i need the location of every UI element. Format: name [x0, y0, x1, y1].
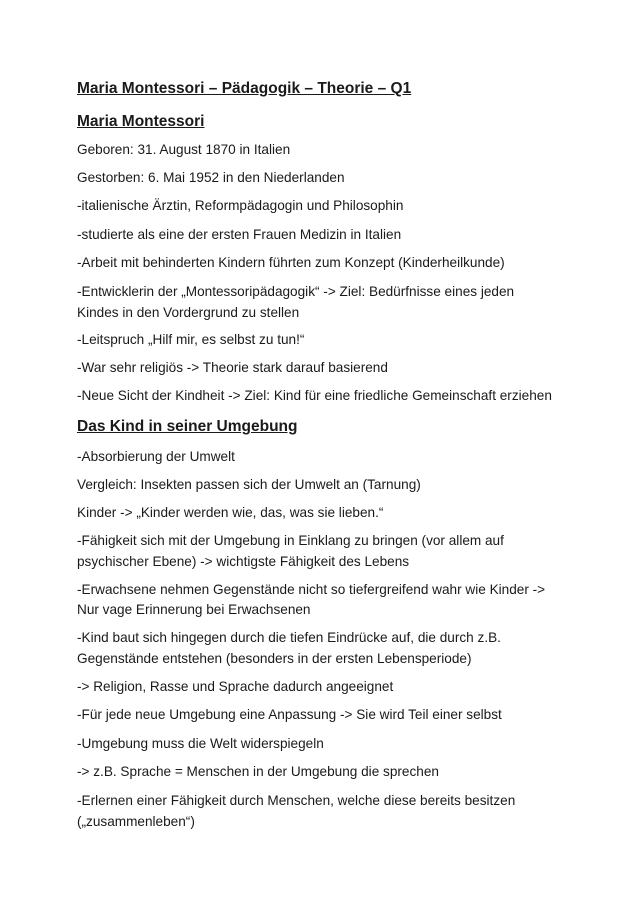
document-title: Maria Montessori – Pädagogik – Theorie – Q1 — [77, 80, 412, 97]
text-line: -Umgebung muss die Welt widerspiegeln — [77, 736, 324, 751]
text-line: Gestorben: 6. Mai 1952 in den Niederlanden — [77, 170, 345, 185]
text-line: psychischer Ebene) -> wichtigste Fähigkeit des Lebens — [77, 554, 410, 569]
text-line: -Fähigkeit sich mit der Umgebung in Einklang zu bringen (vor allem auf — [77, 533, 504, 548]
text-line: -> Religion, Rasse und Sprache dadurch angeeignet — [77, 679, 394, 694]
text-line: -Arbeit mit behinderten Kindern führten zum Konzept (Kinderheilkunde) — [77, 255, 505, 270]
text-line: -Entwicklerin der „Montessoripädagogik“ -> Ziel: Bedürfnisse eines jeden — [77, 284, 515, 299]
text-line: -Erwachsene nehmen Gegenstände nicht so tiefergreifend wahr wie Kinder -> — [77, 582, 546, 597]
text-line: Kindes in den Vordergrund zu stellen — [77, 305, 300, 320]
text-line: -Für jede neue Umgebung eine Anpassung -> Sie wird Teil einer selbst — [77, 707, 502, 722]
text-line: Vergleich: Insekten passen sich der Umwelt an (Tarnung) — [77, 477, 421, 492]
text-line: -studierte als eine der ersten Frauen Medizin in Italien — [77, 227, 402, 242]
text-line: -> z.B. Sprache = Menschen in der Umgebung die sprechen — [77, 764, 439, 779]
text-line: -Neue Sicht der Kindheit -> Ziel: Kind für eine friedliche Gemeinschaft erziehen — [77, 388, 552, 403]
text-line: („zusammenleben“) — [77, 814, 195, 829]
text-line: -War sehr religiös -> Theorie stark darauf basierend — [77, 360, 388, 375]
text-line: -Erlernen einer Fähigkeit durch Menschen, welche diese bereits besitzen — [77, 793, 516, 808]
section-heading-montessori: Maria Montessori — [77, 113, 205, 130]
text-line: Gegenstände entstehen (besonders in der ersten Lebensperiode) — [77, 651, 472, 666]
text-line: -italienische Ärztin, Reformpädagogin und Philosophin — [77, 198, 404, 213]
section-heading-umgebung: Das Kind in seiner Umgebung — [77, 418, 298, 435]
text-line: Geboren: 31. August 1870 in Italien — [77, 142, 291, 157]
text-line: -Leitspruch „Hilf mir, es selbst zu tun!“ — [77, 332, 305, 347]
text-line: Nur vage Erinnerung bei Erwachsenen — [77, 602, 311, 617]
text-line: -Absorbierung der Umwelt — [77, 449, 235, 464]
text-line: -Kind baut sich hingegen durch die tiefen Eindrücke auf, die durch z.B. — [77, 630, 501, 645]
text-line: Kinder -> „Kinder werden wie, das, was sie lieben.“ — [77, 505, 384, 520]
